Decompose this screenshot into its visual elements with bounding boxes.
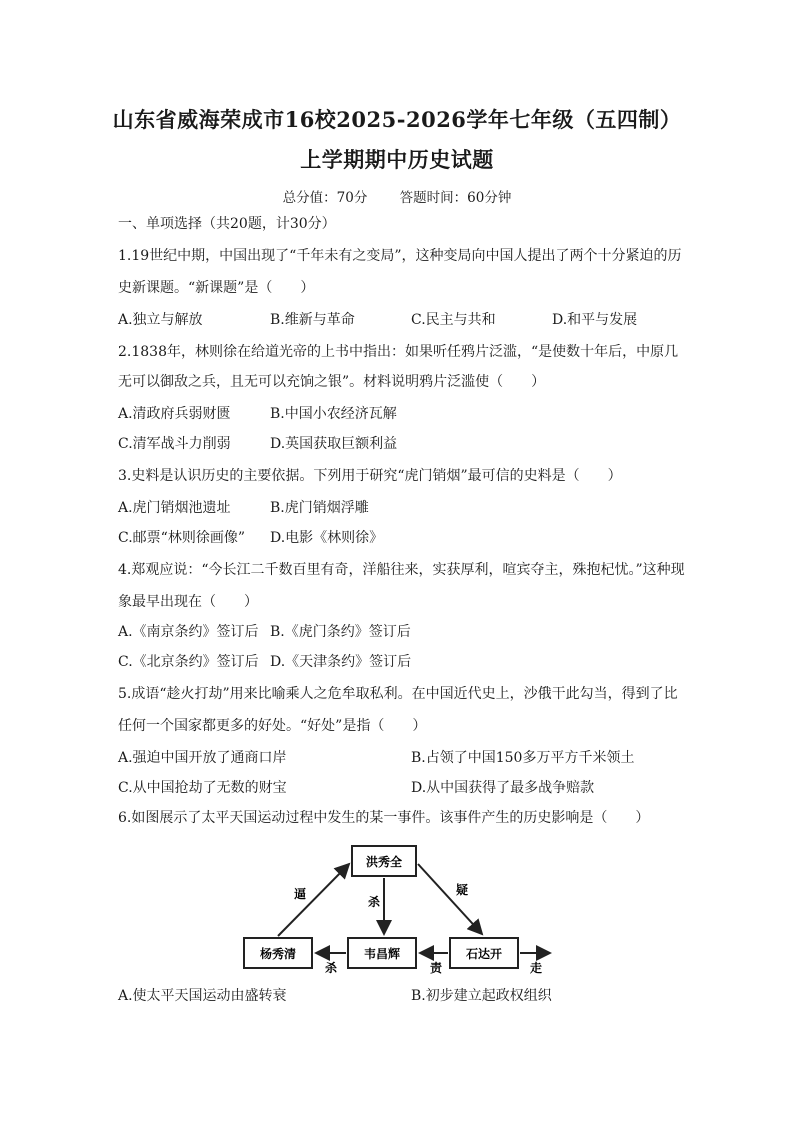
q5-option-d: D.从中国获得了最多战争赔款 [411,780,595,796]
node-label: 韦昌辉 [363,947,401,961]
node-yang-xiuqing [244,938,312,968]
question-6-line1: 6.如图展示了太平天国运动过程中发生的某一事件。该事件产生的历史影响是（ ） [118,810,650,826]
q6-option-b: B.初步建立起政权组织 [411,988,552,1004]
q5-option-b: B.占领了中国150多万平方千米领土 [411,750,635,766]
exam-title-line1: 山东省威海荣成市16校2025-2026学年七年级（五四制） [112,107,682,132]
q5-option-a: A.强迫中国开放了通商口岸 [118,750,287,766]
q4-option-b: B.《虎门条约》签订后 [270,624,411,640]
q2-option-d: D.英国获取巨额利益 [270,436,398,452]
edge-label: 杀 [324,961,338,975]
node-hong-xiuquan [352,846,416,876]
q4-option-a: A.《南京条约》签订后 [118,624,259,640]
exam-time: 答题时间：60分钟 [399,190,512,206]
q6-option-a: A.使太平天国运动由盛转衰 [118,988,287,1004]
q4-option-d: D.《天津条约》签订后 [270,654,412,670]
edge-label: 逼 [293,887,307,901]
question-5-line2: 任何一个国家都更多的好处。“好处”是指（ ） [118,718,427,734]
q3-option-b: B.虎门销烟浮雕 [270,500,369,516]
edge-label: 疑 [455,883,469,897]
q1-option-d: D.和平与发展 [552,312,638,328]
edge-label: 杀 [367,895,381,909]
q1-option-b: B.维新与革命 [270,312,355,328]
node-label: 洪秀全 [365,855,403,869]
edge-label: 走 [529,961,543,975]
q2-option-a: A.清政府兵弱财匮 [118,406,231,422]
node-shi-dakai [450,938,518,968]
q3-option-c: C.邮票“林则徐画像” [118,530,245,546]
taiping-event-diagram [236,838,566,980]
question-3-line1: 3.史料是认识历史的主要依据。下列用于研究“虎门销烟”最可信的史料是（ ） [118,468,622,484]
question-2-line1: 2.1838年，林则徐在给道光帝的上书中指出：如果听任鸦片泛滥，“是使数十年后，中原几 [118,344,679,360]
q2-option-b: B.中国小农经济瓦解 [270,406,397,422]
q2-option-c: C.清军战斗力削弱 [118,436,231,452]
edge-arrow [418,864,482,934]
question-1-line2: 史新课题。“新课题”是（ ） [118,280,315,296]
q5-option-c: C.从中国抢劫了无数的财宝 [118,780,287,796]
q1-option-a: A.独立与解放 [118,312,203,328]
question-5-line1: 5.成语“趁火打劫”用来比喻乘人之危牟取私利。在中国近代史上，沙俄干此勾当，得到了比 [118,686,678,702]
question-1-line1: 1.19世纪中期，中国出现了“千年未有之变局”，这种变局向中国人提出了两个十分紧迫的历 [118,248,682,264]
q1-option-c: C.民主与共和 [411,312,496,328]
question-2-line2: 无可以御敌之兵，且无可以充饷之银”。材料说明鸦片泛滥使（ ） [118,374,546,390]
total-score: 总分值：70分 [282,190,368,206]
q3-option-a: A.虎门销烟池遗址 [118,500,231,516]
node-wei-changhui [348,938,416,968]
edge-label: 责 [429,961,443,975]
exam-title-line2: 上学期期中历史试题 [300,147,494,172]
exam-meta [0,186,794,206]
section-heading: 一、单项选择（共20题，计30分） [118,216,336,232]
edge-arrow [278,864,349,936]
q4-option-c: C.《北京条约》签订后 [118,654,259,670]
q3-option-d: D.电影《林则徐》 [270,530,384,546]
node-label: 石达开 [465,947,503,961]
node-label: 杨秀清 [259,947,297,961]
question-4-line2: 象最早出现在（ ） [118,594,258,610]
question-4-line1: 4.郑观应说：“今长江二千数百里有奇，洋船往来，实获厚利，喧宾夺主，殊抱杞忧。”这种现 [118,562,685,578]
